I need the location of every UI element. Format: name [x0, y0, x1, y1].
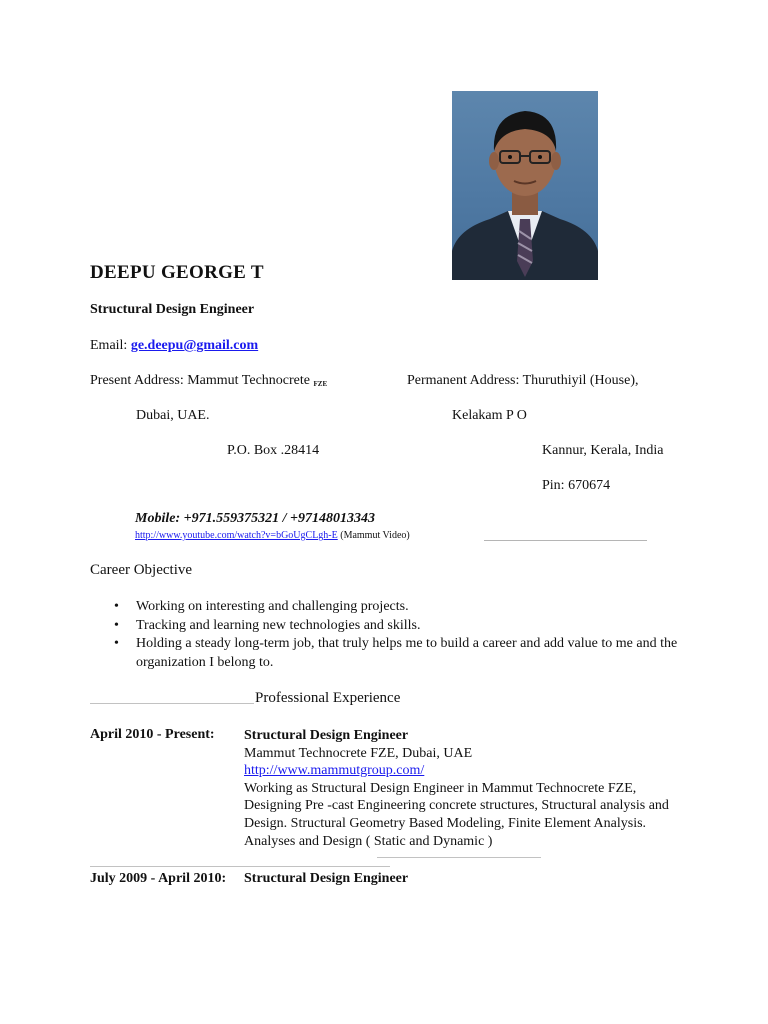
- permanent-address-label: Permanent Address:: [407, 373, 520, 388]
- career-objective-list: [108, 598, 708, 672]
- email-row: [90, 338, 258, 354]
- present-address-suffix: FZE: [313, 380, 328, 388]
- present-address-line2: Dubai, UAE.: [136, 408, 210, 423]
- experience-role-1: Structural Design Engineer: [244, 728, 409, 743]
- permanent-address-house: Thuruthiyil (House),: [522, 373, 639, 388]
- bullet-icon: •: [114, 636, 119, 651]
- experience-divider-left: [90, 866, 390, 867]
- permanent-address-line3: Kannur, Kerala, India: [542, 443, 664, 458]
- experience-heading-divider: [90, 703, 254, 704]
- experience-entry-1: [244, 727, 684, 850]
- mobile-numbers: Mobile: +971.559375321 / +97148013343: [135, 511, 375, 526]
- list-item: [108, 598, 708, 617]
- career-objective-heading: Career Objective: [90, 562, 193, 578]
- video-row: [135, 530, 410, 541]
- experience-period-2: July 2009 - April 2010:: [90, 871, 227, 886]
- profile-photo: [452, 91, 598, 280]
- permanent-address-line2: Kelakam P O: [452, 408, 527, 423]
- email-label: Email:: [90, 338, 128, 353]
- person-portrait-icon: [452, 91, 598, 280]
- present-address-company: Mammut Technocrete: [187, 373, 310, 388]
- video-link[interactable]: http://www.youtube.com/watch?v=bGoUgCLgh-E: [135, 530, 338, 541]
- email-link[interactable]: ge.deepu@gmail.com: [130, 338, 259, 353]
- list-item-text: Working on interesting and challenging projects.: [136, 599, 409, 614]
- list-item-text: Tracking and learning new technologies and skills.: [136, 617, 421, 633]
- present-address-line1: [90, 373, 327, 389]
- bullet-icon: •: [114, 617, 119, 633]
- list-item: [108, 617, 708, 636]
- experience-role-2: Structural Design Engineer: [244, 871, 409, 886]
- video-note: (Mammut Video): [340, 530, 410, 541]
- candidate-name: DEEPU GEORGE T: [90, 262, 264, 283]
- permanent-address-line1: [407, 373, 639, 389]
- permanent-address-pin: Pin: 670674: [542, 478, 611, 493]
- video-divider: [484, 540, 647, 541]
- experience-description-1: Working as Structural Design Engineer in Mammut Technocrete FZE, Designing Pre -cast Engineering concrete structures, Structural analysis and Design. Structural Geometry Based Modeling, Finite Element Analysis. Analyses and Design ( Static and Dynamic ): [244, 780, 669, 849]
- professional-experience-heading: Professional Experience: [255, 690, 401, 706]
- list-item-text: Holding a steady long-term job, that truly helps me to build a career and add value to me and the organization I belong to.: [136, 636, 678, 670]
- present-address-label: Present Address:: [90, 373, 184, 388]
- experience-company-1: Mammut Technocrete FZE, Dubai, UAE: [244, 745, 473, 761]
- list-item: [108, 635, 708, 672]
- present-address-line3: P.O. Box .28414: [227, 443, 320, 458]
- experience-period-1: April 2010 - Present:: [90, 727, 215, 742]
- candidate-title: Structural Design Engineer: [90, 302, 255, 317]
- company-website-link[interactable]: http://www.mammutgroup.com/: [244, 763, 425, 779]
- experience-divider-right: [377, 857, 541, 858]
- bullet-icon: •: [114, 599, 119, 614]
